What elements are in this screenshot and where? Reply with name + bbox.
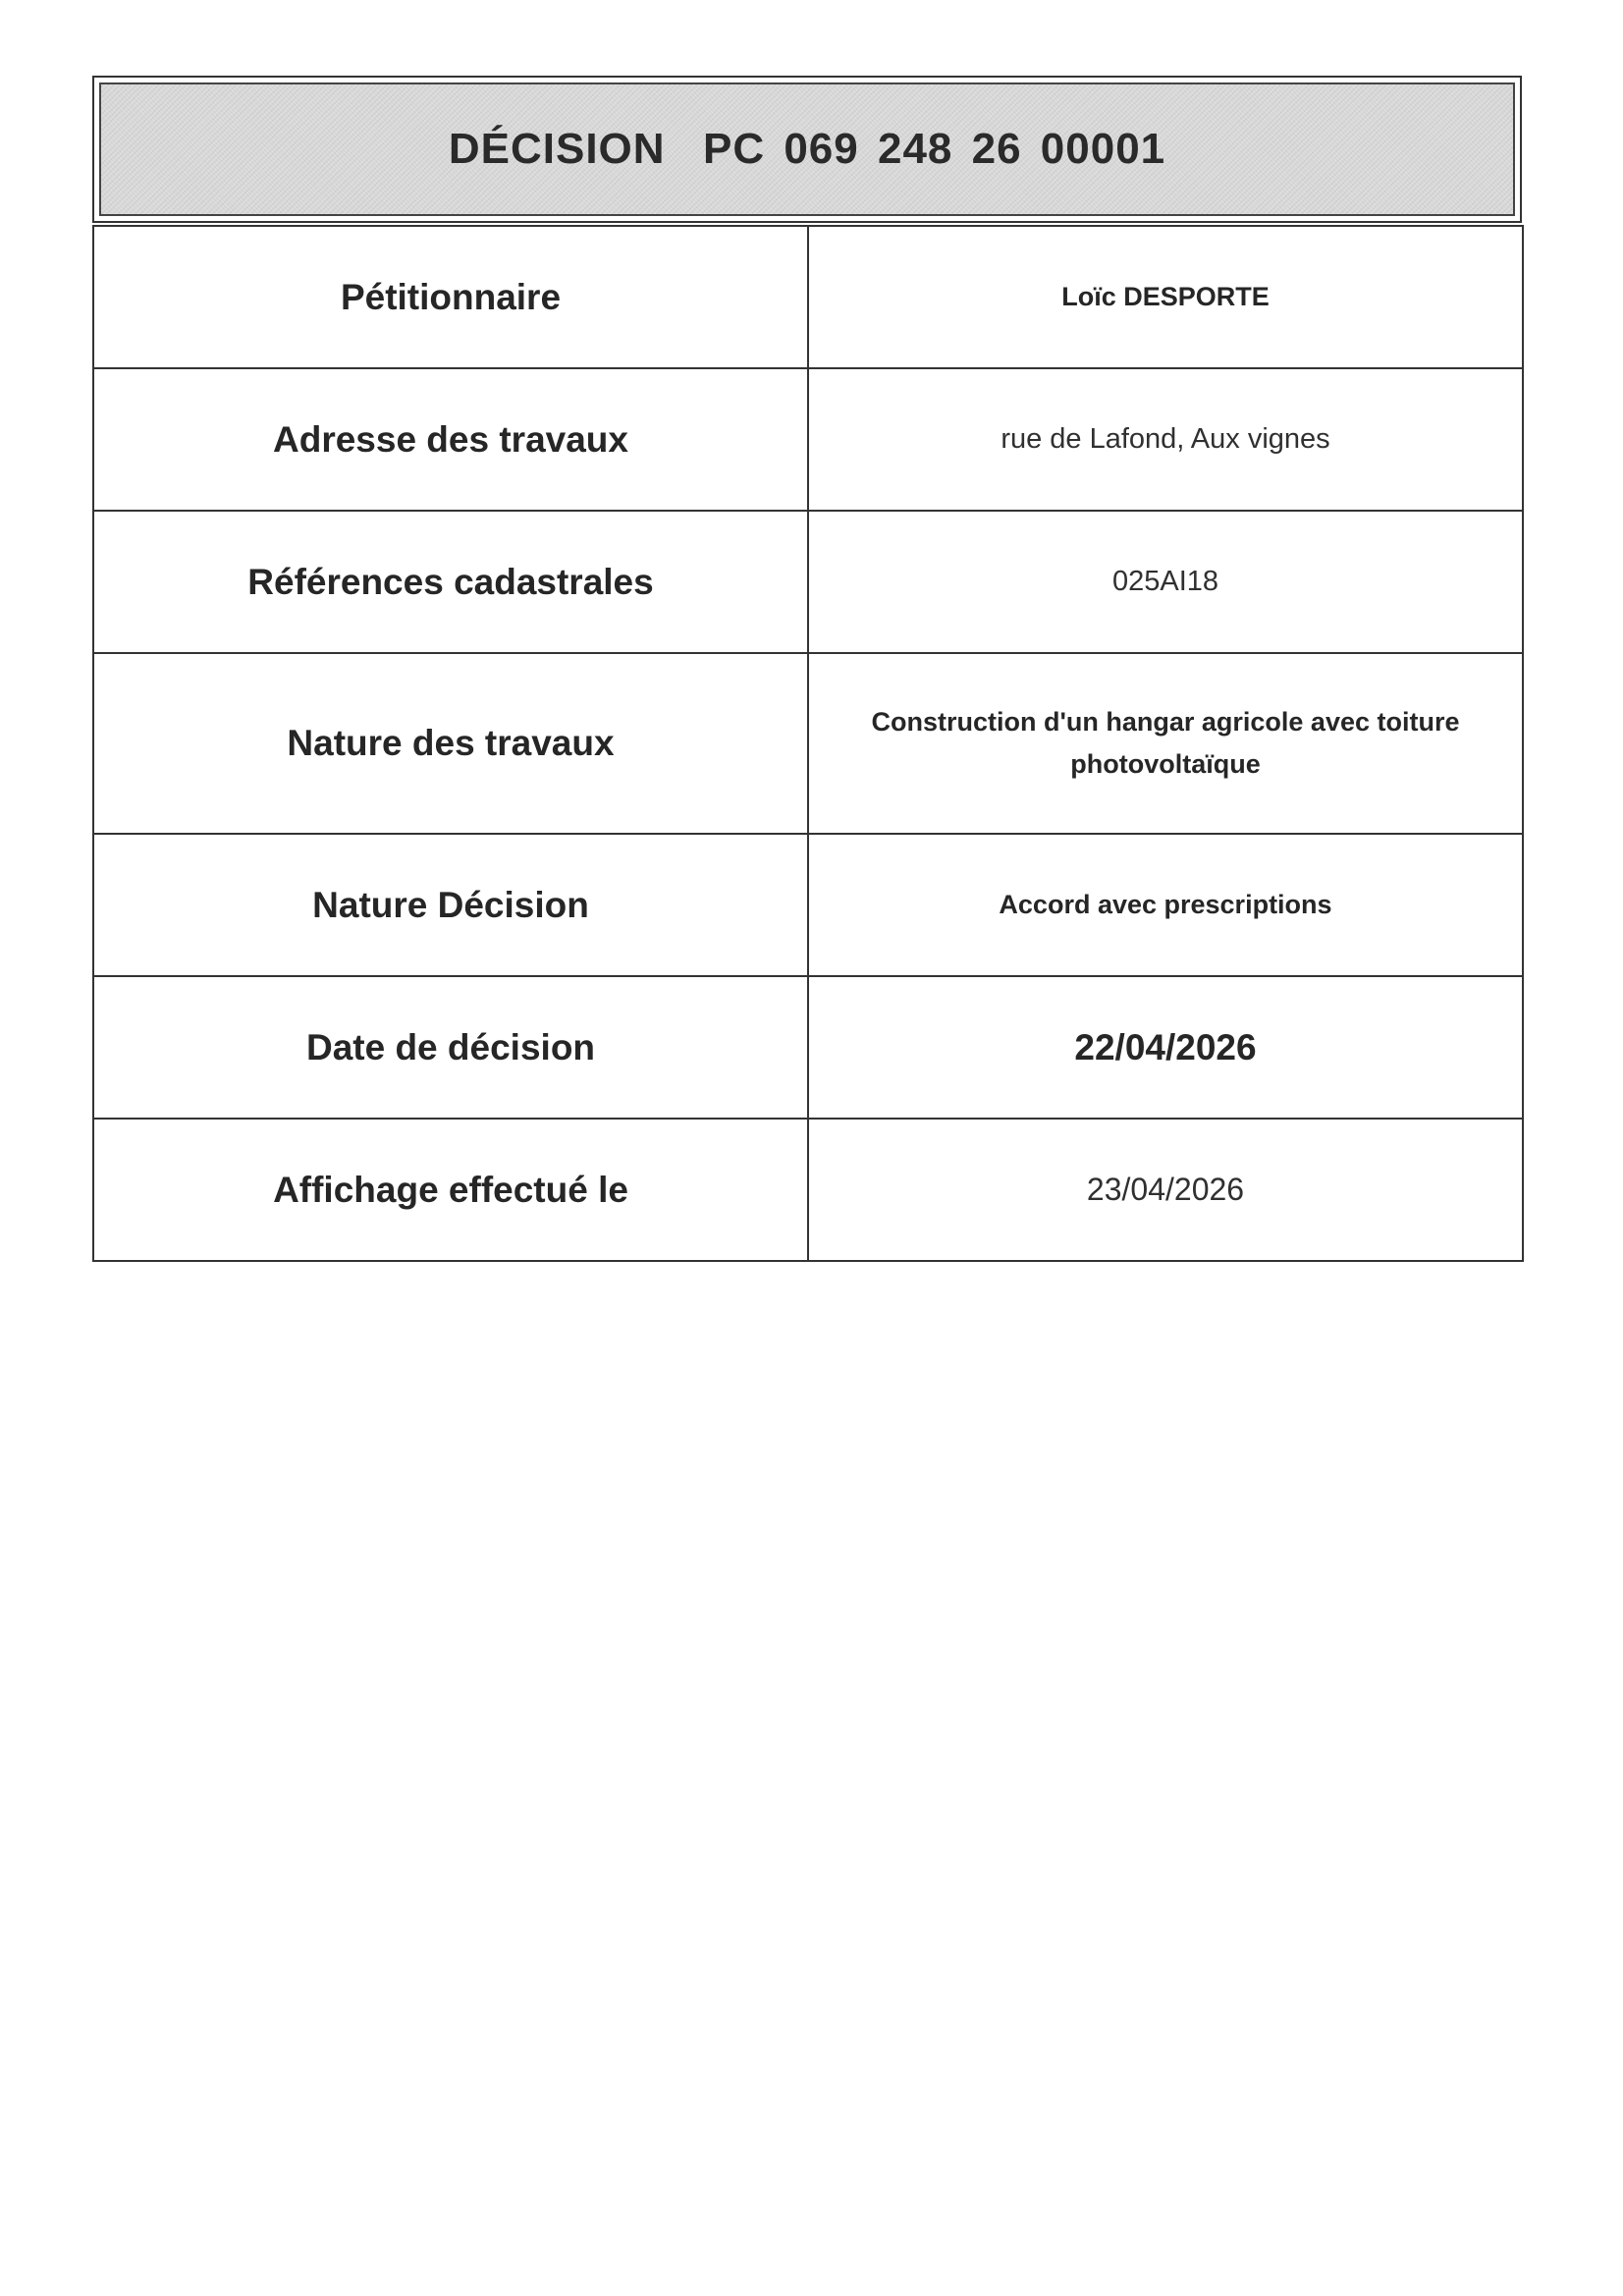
cell-label [93, 1119, 808, 1261]
nature-travaux-label: Nature des travaux [287, 723, 615, 763]
title-banner [99, 82, 1515, 216]
cell-label [93, 976, 808, 1119]
references-value: 025AI18 [1111, 566, 1219, 597]
table-row-references [93, 511, 1523, 653]
cell-label [93, 834, 808, 976]
table-row-nature-travaux [93, 653, 1523, 834]
decision-title: DÉCISION PC 069 248 26 00001 [448, 125, 1166, 173]
cell-value [808, 368, 1523, 511]
affichage-label: Affichage effectué le [273, 1169, 628, 1210]
title-box [92, 76, 1522, 223]
nature-decision-label: Nature Décision [312, 884, 589, 925]
cell-value [808, 976, 1523, 1119]
table-row-affichage [93, 1119, 1523, 1261]
cell-value [808, 834, 1523, 976]
adresse-label: Adresse des travaux [273, 418, 628, 460]
cell-label [93, 368, 808, 511]
cell-value [808, 653, 1523, 834]
petitionnaire-label: Pétitionnaire [340, 276, 562, 317]
cell-value [808, 1119, 1523, 1261]
petitionnaire-value: Loïc DESPORTE [1061, 282, 1270, 311]
table-row-date-decision [93, 976, 1523, 1119]
cell-label [93, 226, 808, 368]
cell-label [93, 511, 808, 653]
cell-label [93, 653, 808, 834]
date-decision-value: 22/04/2026 [1074, 1026, 1257, 1067]
affichage-value: 23/04/2026 [1086, 1172, 1245, 1207]
adresse-value: rue de Lafond, Aux vignes [1001, 423, 1330, 455]
table-row-nature-decision [93, 834, 1523, 976]
references-label: Références cadastrales [247, 561, 654, 602]
table-row-adresse [93, 368, 1523, 511]
nature-travaux-value: Construction d'un hangar agricole avec toiture photovoltaïque [871, 707, 1460, 779]
nature-decision-value: Accord avec prescriptions [999, 890, 1332, 919]
decision-info-table [92, 225, 1524, 1262]
table-row-petitionnaire [93, 226, 1523, 368]
date-decision-label: Date de décision [305, 1026, 596, 1067]
cell-value [808, 511, 1523, 653]
cell-value [808, 226, 1523, 368]
